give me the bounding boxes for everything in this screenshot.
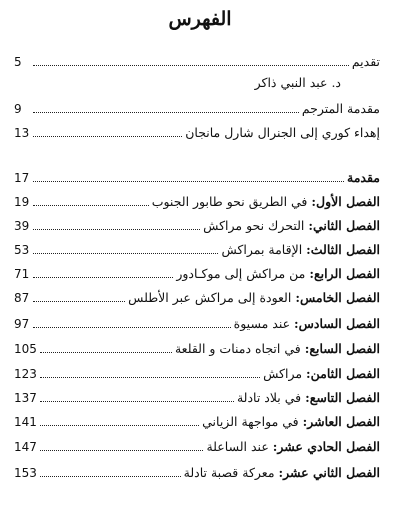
dot-leader xyxy=(33,64,349,66)
page-number: 97 xyxy=(14,317,30,331)
entry-label: الفصل الثالث: الإقامة بمراكش xyxy=(221,242,380,257)
page-number: 9 xyxy=(14,102,22,116)
dot-leader xyxy=(40,449,204,451)
dot-leader xyxy=(33,300,125,302)
toc-entry xyxy=(14,50,380,70)
entry-label: مقدمة xyxy=(347,170,380,185)
entry-label: الفصل الثاني: التحرك نحو مراكش xyxy=(203,218,380,233)
entry-label: الفصل الأول: في الطريق نحو طابور الجنوب xyxy=(151,194,380,209)
toc-entry xyxy=(14,190,380,210)
toc-entry xyxy=(14,461,380,481)
toc-entry xyxy=(14,97,380,117)
page-number: 137 xyxy=(14,391,37,405)
page-number: 153 xyxy=(14,466,37,480)
dot-leader xyxy=(33,135,182,137)
entry-label: الفصل السادس: عند مسيوة xyxy=(233,316,380,331)
dot-leader xyxy=(33,276,173,278)
dot-leader xyxy=(40,351,172,353)
toc-entry xyxy=(14,312,380,332)
page-number: 39 xyxy=(14,219,30,233)
entry-label: إهداء كوري إلى الجنرال شارل مانجان xyxy=(185,125,380,140)
page-number: 5 xyxy=(14,55,22,69)
page-number: 147 xyxy=(14,440,37,454)
toc-entry xyxy=(14,362,380,382)
entry-label: مقدمة المترجم xyxy=(301,101,380,116)
dot-leader xyxy=(33,204,149,206)
toc-entry xyxy=(14,386,380,406)
toc-entry xyxy=(14,238,380,258)
entry-label: الفصل السابع: في اتجاه دمنات و القلعة xyxy=(174,341,380,356)
toc-entry xyxy=(14,166,380,186)
toc-entry xyxy=(14,337,380,357)
toc-entry xyxy=(14,121,380,141)
toc-entry xyxy=(14,286,380,306)
dot-leader xyxy=(33,228,200,230)
page-number: 141 xyxy=(14,415,37,429)
entry-label: الفصل الرابع: من مراكش إلى موكـادور xyxy=(176,266,380,281)
dot-leader xyxy=(33,252,218,254)
dot-leader xyxy=(40,400,234,402)
page-number: 53 xyxy=(14,243,30,257)
page-title: الفهرس xyxy=(168,8,232,30)
toc-entry xyxy=(14,262,380,282)
dot-leader xyxy=(40,475,181,477)
page-number: 71 xyxy=(14,267,30,281)
page-number: 105 xyxy=(14,342,37,356)
entry-label: الفصل الحادي عشر: عند الساعلة xyxy=(206,439,380,454)
dot-leader xyxy=(40,424,199,426)
dot-leader xyxy=(40,376,260,378)
page-number: 13 xyxy=(14,126,30,140)
page-number: 123 xyxy=(14,367,37,381)
entry-label: الفصل الثامن: مراكش xyxy=(263,366,380,381)
entry-label: الفصل الثاني عشر: معركة قصبة تادلة xyxy=(183,465,380,480)
entry-label: تقديم xyxy=(351,54,380,69)
entry-label: الفصل الخامس: العودة إلى مراكش عبر الأطلس xyxy=(128,290,380,305)
page-number: 87 xyxy=(14,291,30,305)
author-name: د. عبد النبي ذاكر xyxy=(254,75,341,90)
entry-label: الفصل العاشر: في مواجهة الزياني xyxy=(202,414,380,429)
page-number: 19 xyxy=(14,195,30,209)
dot-leader xyxy=(33,180,344,182)
page-number: 17 xyxy=(14,171,30,185)
entry-label: الفصل التاسع: في بلاد تادلة xyxy=(236,390,380,405)
dot-leader xyxy=(33,111,299,113)
toc-entry xyxy=(14,435,380,455)
toc-entry xyxy=(14,214,380,234)
dot-leader xyxy=(33,326,231,328)
toc-entry xyxy=(14,410,380,430)
